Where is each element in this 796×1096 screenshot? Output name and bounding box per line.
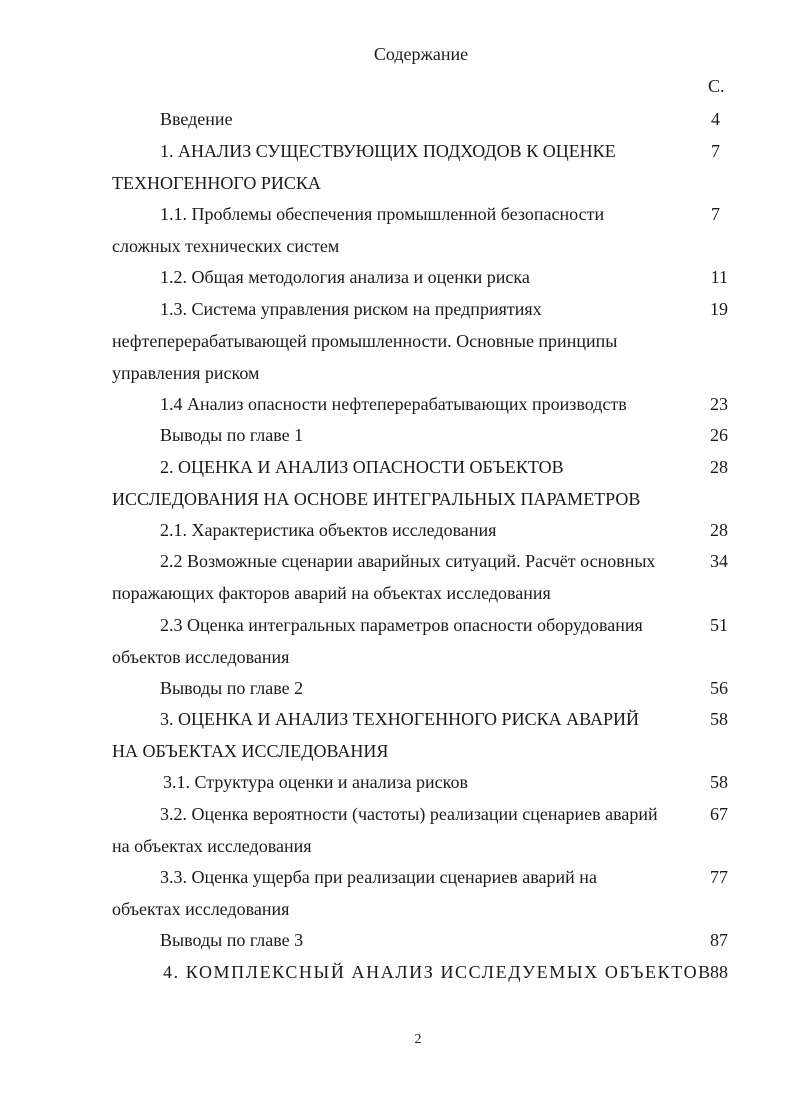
toc-entry-page: 7	[711, 141, 720, 161]
toc-entry-page: 26	[710, 425, 728, 445]
toc-entry-text: ИССЛЕДОВАНИЯ НА ОСНОВЕ ИНТЕГРАЛЬНЫХ ПАРАМЕТРОВ	[112, 489, 641, 509]
toc-entry-text: 1.4 Анализ опасности нефтеперерабатывающих производств	[160, 394, 627, 414]
toc-entry-text: нефтеперерабатывающей промышленности. Основные принципы	[112, 331, 618, 351]
toc-entry-text: управления риском	[112, 363, 260, 383]
toc-entry-page: 56	[710, 678, 728, 698]
toc-entry-text: поражающих факторов аварий на объектах исследования	[112, 583, 551, 603]
toc-entry-page: 4	[711, 109, 720, 129]
page-column-label: С.	[708, 76, 725, 96]
toc-entry-text: 3.1. Структура оценки и анализа рисков	[163, 772, 468, 792]
toc-entry-page: 51	[710, 615, 728, 635]
toc-entry-text: Выводы по главе 1	[160, 425, 304, 445]
toc-entry-page: 58	[710, 709, 728, 729]
toc-entry-text: Выводы по главе 2	[160, 678, 304, 698]
toc-entry-text: на объектах исследования	[112, 836, 312, 856]
toc-entry-text: Выводы по главе 3	[160, 930, 304, 950]
toc-entry-text: 2.3 Оценка интегральных параметров опасности оборудования	[160, 615, 643, 635]
toc-entry-text: 3.2. Оценка вероятности (частоты) реализации сценариев аварий	[160, 804, 658, 824]
toc-entry-text: 4. КОМПЛЕКСНЫЙ АНАЛИЗ ИССЛЕДУЕМЫХ ОБЪЕКТОВ	[163, 962, 712, 982]
toc-entry-page: 87	[710, 930, 728, 950]
toc-entry-text: 3. ОЦЕНКА И АНАЛИЗ ТЕХНОГЕННОГО РИСКА АВАРИЙ	[160, 709, 639, 729]
toc-entry-text: 1.3. Система управления риском на предприятиях	[160, 299, 542, 319]
page-number: 2	[414, 1032, 422, 1047]
toc-title: Содержание	[373, 44, 469, 64]
toc-entry-text: Введение	[160, 109, 233, 129]
toc-entry-text: 2.2 Возможные сценарии аварийных ситуаций. Расчёт основных	[160, 551, 656, 571]
toc-entry-text: 1.2. Общая методология анализа и оценки риска	[160, 267, 530, 287]
toc-entry-text: 2. ОЦЕНКА И АНАЛИЗ ОПАСНОСТИ ОБЪЕКТОВ	[160, 457, 564, 477]
toc-entry-page: 67	[710, 804, 728, 824]
toc-entry-page: 11	[710, 267, 728, 287]
toc-entry-text: НА ОБЪЕКТАХ ИССЛЕДОВАНИЯ	[112, 741, 389, 761]
toc-entry-page: 34	[710, 551, 728, 571]
toc-entry-page: 58	[710, 772, 728, 792]
toc-entry-page: 28	[710, 457, 728, 477]
toc-entry-page: 7	[711, 204, 720, 224]
toc-entry-page: 23	[710, 394, 728, 414]
toc-entry-page: 77	[710, 867, 728, 887]
toc-entry-page: 28	[710, 520, 728, 540]
toc-entry-text: 1.1. Проблемы обеспечения промышленной безопасности	[160, 204, 605, 224]
toc-entry-page: 88	[710, 962, 728, 982]
toc-entry-text: объектах исследования	[112, 899, 290, 919]
toc-entry-text: ТЕХНОГЕННОГО РИСКА	[112, 173, 321, 193]
toc-entry-text: 2.1. Характеристика объектов исследования	[160, 520, 497, 540]
toc-entry-text: 1. АНАЛИЗ СУЩЕСТВУЮЩИХ ПОДХОДОВ К ОЦЕНКЕ	[160, 141, 616, 161]
toc-entry-page: 19	[710, 299, 728, 319]
toc-entry-text: 3.3. Оценка ущерба при реализации сценариев аварий на	[160, 867, 597, 887]
toc-entry-text: сложных технических систем	[112, 236, 340, 256]
toc-entry-text: объектов исследования	[112, 647, 290, 667]
